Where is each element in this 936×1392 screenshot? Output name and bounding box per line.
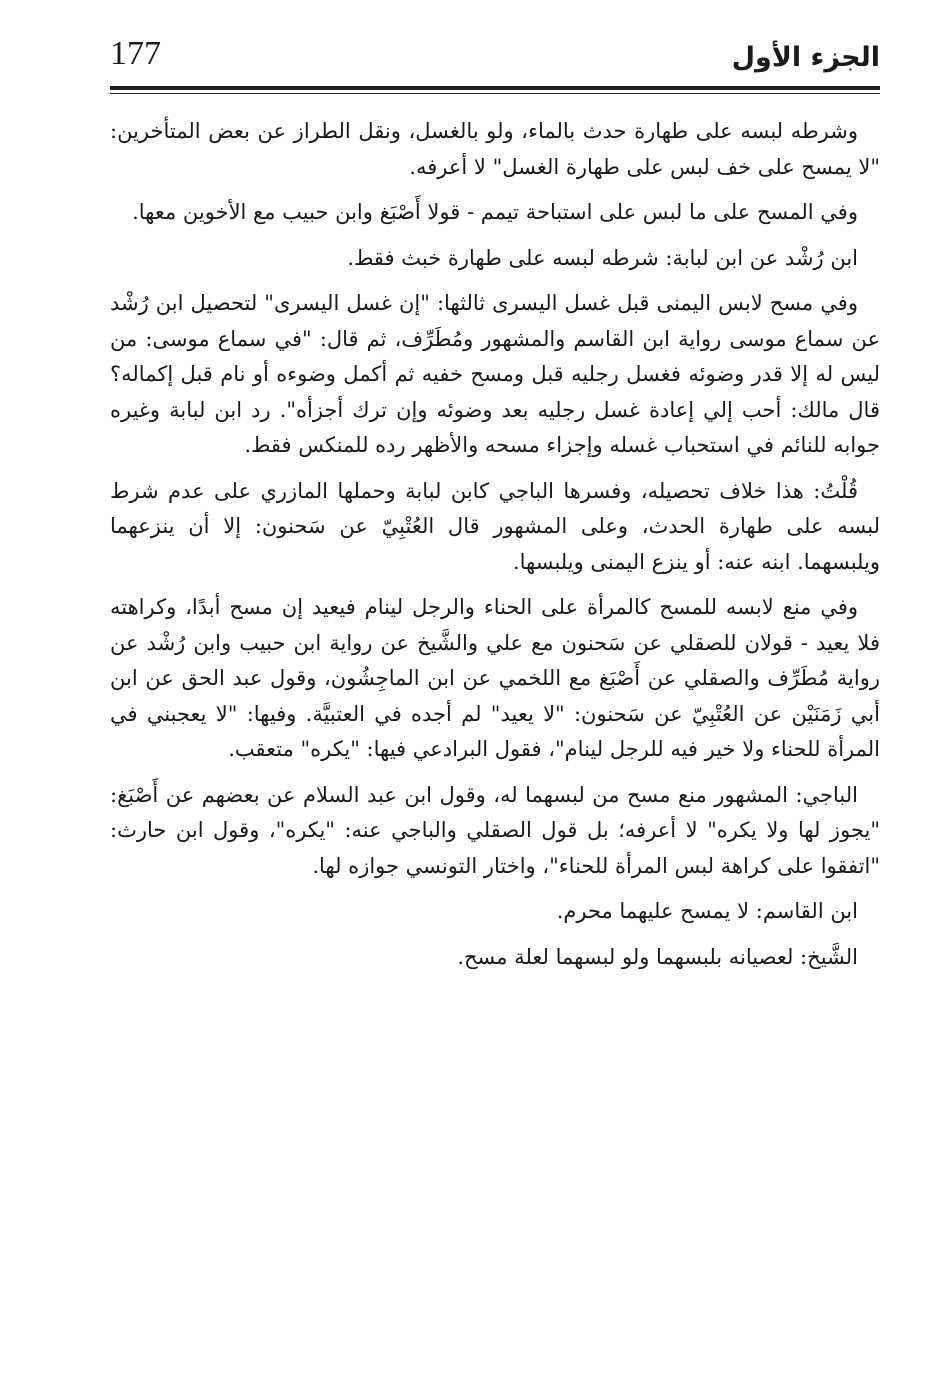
paragraph: ابن القاسم: لا يمسح عليهما محرم. (556, 899, 858, 923)
paragraph: الباجي: المشهور منع مسح من لبسهما له، وقول ابن عبد السلام عن بعضهم عن أَصْبَغ: "يجوز لها ولا يكره" لا أعرفه؛ بل قول الصقلي والباجي عنه: "يكره"، وقول ابن حارث: "اتفقوا على كراهة لبس المرأة للحناء"، واختار التونسي جوازه لها. (110, 782, 880, 878)
paragraph: وفي المسح على ما لبس على استباحة تيمم - قولا أَصْبَغ وابن حبيب مع الأخوين معها. (132, 200, 858, 224)
paragraph: ابن رُشْد عن ابن لبابة: شرطه لبسه على طهارة خبث فقط. (347, 245, 858, 270)
header-rule-thick (110, 86, 880, 90)
running-title: الجزء الأول (731, 42, 880, 73)
header-rule-thin (110, 93, 880, 94)
paragraph: وشرطه لبسه على طهارة حدث بالماء، ولو بالغسل، ونقل الطراز عن بعض المتأخرين: "لا يمسح على خف لبس على طهارة الغسل" لا أعرفه. (110, 119, 880, 179)
paragraph: قُلْتُ: هذا خلاف تحصيله، وفسرها الباجي كابن لبابة وحملها المازري على عدم شرط لبسه على طهارة الحدث، وعلى المشهور قال العُتْبِيّ عن سَحنون: إلا أن ينزعهما ويلبسهما. ابنه عنه: أو ينزع اليمنى ويلبسها. (110, 478, 880, 574)
paragraph: وفي منع لابسه للمسح كالمرأة على الحناء والرجل لينام فيعيد إن مسح أبدًا، وكراهته فلا يعيد - قولان للصقلي عن سَحنون مع علي والشَّيخ عن رواية ابن حبيب وابن رُشْد عن رواية مُطَرِّف والصقلي عن أَصْبَغ مع اللخمي عن ابن الماجِشُون، وقول عبد الحق عن ابن أبي زَمَنَيْن عن العُتْبِيّ عن سَحنون: "لا يعيد" لم أجده في العتبيَّة. وفيها: "لا يعجبني في المرأة للحناء ولا خير فيه للرجل لينام"، فقول البرادعي فيها: "يكره" متعقب. (110, 595, 880, 761)
paragraph: وفي مسح لابس اليمنى قبل غسل اليسرى ثالثها: "إن غسل اليسرى" لتحصيل ابن رُشْد عن سماع موسى رواية ابن القاسم والمشهور ومُطَرِّف، ثم قال: "في سماع موسى: من ليس له إلا قدر وضوئه فغسل رجليه قبل ومسح خفيه ثم أكمل وضوءه أو نام قبل إكماله؟ قال مالك: أحب إلي إعادة غسل رجليه بعد وضوئه وإن ترك أجزأه". رد ابن لبابة وغيره جوابه للنائم في استحباب غسله وإجزاء مسحه والأظهر رده للمنكس فقط. (110, 291, 880, 457)
body-text (110, 114, 880, 985)
page-header (110, 28, 880, 84)
page-number: 177 (110, 35, 161, 72)
paragraph: الشَّيخ: لعصيانه بلبسهما ولو لبسهما لعلة مسح. (457, 944, 858, 969)
